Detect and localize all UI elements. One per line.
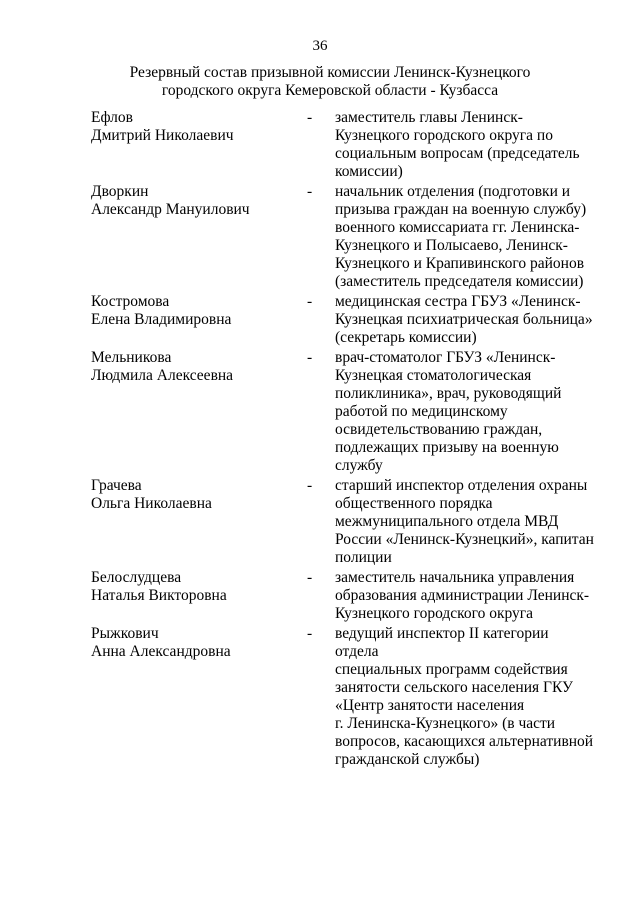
- member-role-line: подлежащих призыву на военную: [335, 439, 559, 456]
- member-dash: -: [307, 109, 313, 126]
- member-role: [335, 477, 595, 567]
- member-given-names: Ольга Николаевна: [91, 495, 212, 512]
- member-name: [91, 477, 307, 567]
- member-surname: Ефлов: [91, 109, 133, 126]
- member-role-line: работой по медицинскому: [335, 403, 508, 420]
- member-role-line: поликлиника», врач, руководящий: [335, 385, 562, 402]
- member-dash: -: [307, 477, 313, 494]
- member-name: [91, 349, 307, 475]
- member-role-line: медицинская сестра ГБУЗ «Ленинск-: [335, 293, 581, 310]
- member-role-line: гражданской службы): [335, 751, 480, 768]
- member-role-line: России «Ленинск-Кузнецкий», капитан: [335, 531, 594, 548]
- member-given-names: Дмитрий Николаевич: [91, 127, 234, 144]
- member-dash: -: [307, 183, 313, 200]
- members-list: [91, 109, 594, 771]
- member-surname: Рыжкович: [91, 625, 159, 642]
- member-surname: Грачева: [91, 477, 142, 494]
- member-role-line: старший инспектор отделения охраны: [335, 477, 588, 494]
- member-role-line: Кузнецкого городского округа: [335, 605, 534, 622]
- member-role-line: образования администрации Ленинск-: [335, 587, 590, 604]
- member-role-line: (заместитель председателя комиссии): [335, 273, 584, 290]
- member-role-line: освидетельствованию граждан,: [335, 421, 543, 438]
- member-role-line: межмуниципального отдела МВД: [335, 513, 559, 530]
- member-given-names: Анна Александровна: [91, 643, 231, 660]
- member-role-line: ведущий инспектор II категории отдела: [335, 625, 549, 660]
- document-title-line-1: Резервный состав призывной комиссии Ленинск-Кузнецкого: [129, 64, 531, 81]
- member-role: [335, 183, 595, 291]
- member-dash: -: [307, 569, 313, 586]
- member-role-line: занятости сельского населения ГКУ: [335, 679, 573, 696]
- member-row: [91, 183, 591, 291]
- member-name: [91, 569, 307, 623]
- member-row: [91, 349, 591, 475]
- member-name: [91, 293, 307, 347]
- member-surname: Мельникова: [91, 349, 172, 366]
- member-role: [335, 569, 595, 623]
- member-role-line: полиции: [335, 549, 392, 566]
- member-role-line: заместитель главы Ленинск-: [335, 109, 523, 126]
- member-role-line: комиссии): [335, 163, 403, 180]
- member-role: [335, 349, 595, 475]
- member-role-line: Кузнецкого и Полысаево, Ленинск-: [335, 237, 568, 254]
- member-row: [91, 625, 594, 769]
- member-role-line: заместитель начальника управления: [335, 569, 575, 586]
- member-given-names: Александр Мануилович: [91, 201, 250, 218]
- member-row: [91, 109, 591, 181]
- page-number: 36: [312, 38, 328, 54]
- member-dash: -: [307, 625, 313, 642]
- member-role-line: врач-стоматолог ГБУЗ «Ленинск-: [335, 349, 556, 366]
- member-role-line: Кузнецкого городского округа по: [335, 127, 553, 144]
- member-role-line: вопросов, касающихся альтернативной: [335, 733, 594, 750]
- member-dash: -: [307, 293, 313, 310]
- member-name: [91, 183, 307, 291]
- member-given-names: Людмила Алексеевна: [91, 367, 234, 384]
- member-role-line: «Центр занятости населения: [335, 697, 525, 714]
- member-role-line: призыва граждан на военную службу): [335, 201, 587, 218]
- member-role-line: социальным вопросам (председатель: [335, 145, 580, 162]
- member-role-line: начальник отделения (подготовки и: [335, 183, 571, 200]
- member-role: [335, 293, 595, 347]
- document-title: [120, 64, 540, 100]
- member-surname: Костромова: [91, 293, 170, 310]
- member-role-line: (секретарь комиссии): [335, 329, 477, 346]
- member-role-line: Кузнецкая стоматологическая: [335, 367, 532, 384]
- member-surname: Белослудцева: [91, 569, 182, 586]
- member-row: [91, 293, 591, 347]
- member-dash: -: [307, 349, 313, 366]
- member-role-line: общественного порядка: [335, 495, 493, 512]
- member-given-names: Наталья Викторовна: [91, 587, 227, 604]
- member-role-line: специальных программ содействия: [335, 661, 568, 678]
- member-role-line: г. Ленинска-Кузнецкого» (в части: [335, 715, 556, 732]
- member-role-line: Кузнецкого и Крапивинского районов: [335, 255, 585, 272]
- member-role: [335, 109, 595, 181]
- member-role-line: службу: [335, 457, 383, 474]
- member-role-line: военного комиссариата гг. Ленинска-: [335, 219, 580, 236]
- member-role: [335, 625, 595, 769]
- document-title-line-2: городского округа Кемеровской области - Кузбасса: [161, 82, 499, 99]
- member-role-line: Кузнецкая психиатрическая больница»: [335, 311, 593, 328]
- member-given-names: Елена Владимировна: [91, 311, 232, 328]
- member-name: [91, 625, 307, 769]
- member-surname: Дворкин: [91, 183, 149, 200]
- member-row: [91, 477, 594, 567]
- member-name: [91, 109, 307, 181]
- member-row: [91, 569, 591, 623]
